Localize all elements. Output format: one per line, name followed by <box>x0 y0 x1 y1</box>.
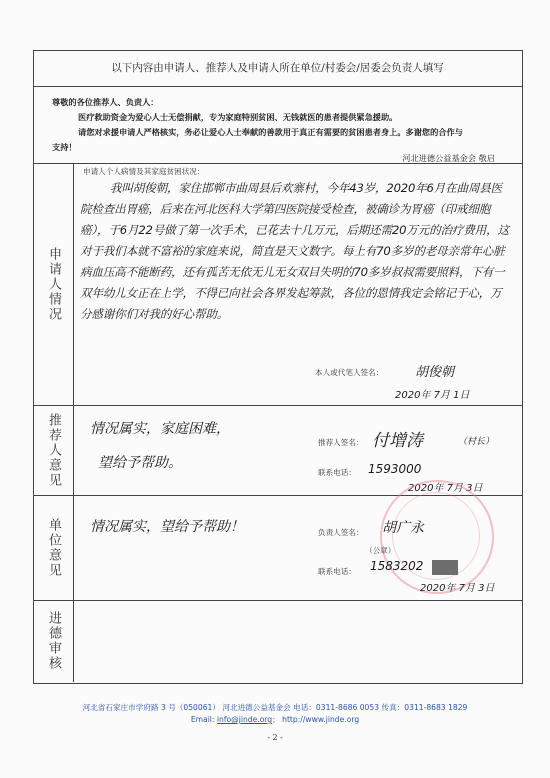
unit-phone-label: 联系电话： <box>318 567 356 576</box>
section-label-unit: 单位意见 <box>46 517 61 578</box>
seal-label: （公章） <box>365 546 396 555</box>
divider <box>33 86 522 87</box>
recommender-opinion: 情况属实，家庭困难， <box>90 421 230 437</box>
section-label-recommender: 推荐人意见 <box>46 412 61 488</box>
unit-signature: 胡广永 <box>382 520 424 536</box>
applicant-signature-label: 本人或代笔人签名： <box>315 368 384 377</box>
form-header: 以下内容由申请人、推荐人及申请人所在单位/村委会/居委会负责人填写 <box>111 62 444 74</box>
recommender-phone-label: 联系电话： <box>318 468 356 477</box>
applicant-statement-text: 我叫胡俊朝，家住邯郸市曲周县后欢寨村，今年43岁，2020年6月在曲周县医院检查出胃癌，后来在河北医科大学第四医院接受检查，被确诊为胃癌（印戒细胞癌），于6月22号做了第一次手术，已花去十几万元，后期还需20万元的治疗费用，这对于我们本就不富裕的家庭来说，简直是天文数字。每上有70多岁的老母亲常年心脏病血压高不能断药，还有孤苦无依无儿无女双目失明的70多岁叔叔需要照料，下有一双年幼儿女正在上学，不得已向社会各界发起筹款，各位的恩情我定会铭记于心，万分感谢你们对我的好心帮助。 <box>80 181 509 321</box>
footer-contact <box>0 714 550 725</box>
section-label-review: 进德审核 <box>46 611 61 671</box>
divider <box>73 163 74 682</box>
applicant-section-title: 申请人个人病情及其家庭贫困状况： <box>83 167 205 176</box>
intro-line: 医疗救助资金为爱心人士无偿捐献，专为家庭特别贫困、无钱就医的患者提供紧急援助。 <box>78 112 398 122</box>
recommender-phone: 1593000 <box>368 462 422 476</box>
footer-email-link[interactable]: info@jinde.org <box>216 715 273 724</box>
recommender-date: 2020年 7月 3日 <box>408 483 483 494</box>
unit-signature-label: 负责人签名： <box>318 528 364 537</box>
applicant-signature: 胡俊朝 <box>415 365 455 380</box>
intro-line: 支持！ <box>52 142 77 152</box>
intro-line: 请您对求援申请人严格核实，务必让爱心人士奉献的善款用于真正有需要的贫困患者身上。多谢您的合作与 <box>78 127 463 137</box>
redaction-block <box>432 560 458 575</box>
footer-website-link[interactable]: http://www.jinde.org <box>282 715 360 724</box>
unit-opinion: 情况属实，望给予帮助！ <box>90 519 244 535</box>
recommender-opinion: 望给予帮助。 <box>98 455 182 471</box>
intro-greeting: 尊敬的各位推荐人、负责人： <box>52 97 159 107</box>
footer-address: 河北省石家庄市学府路 3 号（050061） 河北进德公益基金会 电话：0311-8686 0053 传真：0311-8683 1829 <box>82 703 468 712</box>
divider <box>33 405 522 406</box>
unit-phone: 1583202 <box>370 559 424 573</box>
applicant-date: 2020年 7月 1日 <box>395 390 470 401</box>
recommender-signature: 付增涛 <box>372 431 423 451</box>
page-number: - 2 - <box>267 733 283 742</box>
intro-block <box>52 95 512 155</box>
unit-date: 2020年 7月 3日 <box>420 583 495 594</box>
applicant-statement <box>80 178 512 325</box>
recommender-title-note: （村长） <box>458 437 495 447</box>
intro-signoff: 河北进德公益基金会 敬启 <box>402 153 495 163</box>
recommender-signature-label: 推荐人签名： <box>318 438 364 447</box>
footer-email-label: Email: <box>190 715 217 724</box>
divider <box>33 600 522 601</box>
section-label-applicant: 申请人情况 <box>46 246 61 322</box>
footer-separator: ； <box>272 715 283 724</box>
